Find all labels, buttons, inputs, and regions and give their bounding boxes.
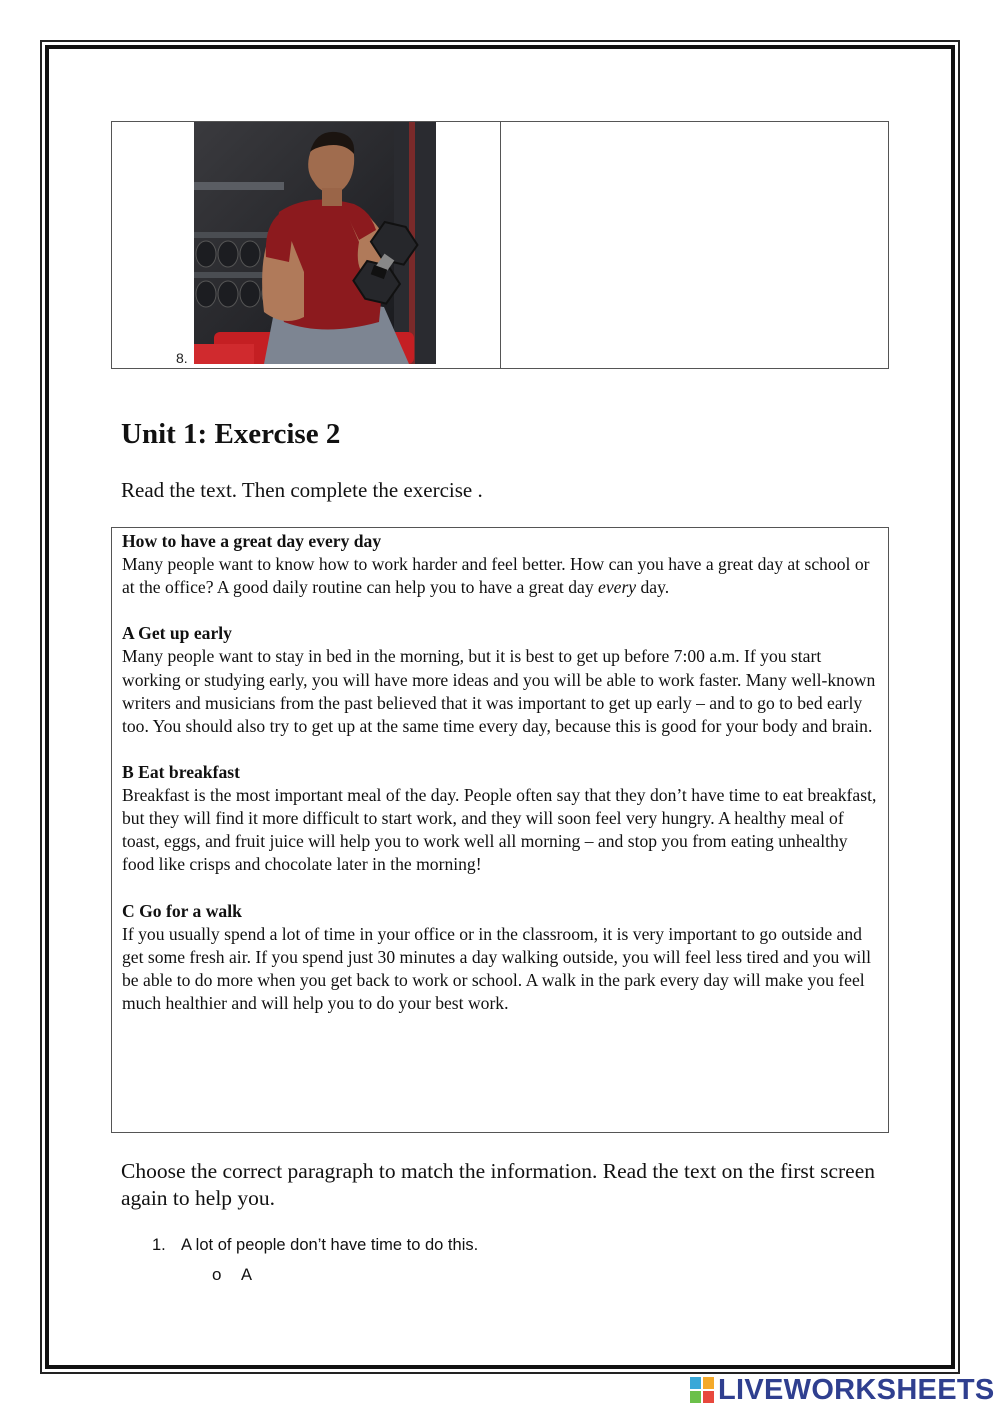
question-text: A lot of people don’t have time to do this. xyxy=(181,1236,479,1254)
question-number: 1. xyxy=(152,1236,166,1254)
radio-circle-icon[interactable]: o xyxy=(212,1265,222,1284)
reading-intro-end: day. xyxy=(636,577,670,598)
section-a-heading: A Get up early xyxy=(122,623,232,644)
reading-title: How to have a great day every day xyxy=(122,531,382,551)
reading-intro-text: Many people want to know how to work harder and feel better. How can you have a great day at school or at the office? A good daily routine can help you to have a great day xyxy=(122,554,870,598)
question-1 xyxy=(152,1236,478,1255)
image-cell xyxy=(112,122,501,368)
answer-option-a[interactable] xyxy=(212,1265,252,1285)
item-number: 8. xyxy=(176,350,188,366)
section-c-body: If you usually spend a lot of time in your office or in the classroom, it is very important to go outside and get some fresh air. If you spend just 30 minutes a day walking outside, you will feel less tired and you will be able to do more when you get back to work or school. A walk in the park every day will make you feel much healthier and will help you to do your best work. xyxy=(122,923,872,1013)
instructions: Read the text. Then complete the exercise . xyxy=(121,478,483,502)
image-table xyxy=(111,121,889,369)
reading-text-box xyxy=(111,527,889,1133)
exercise-instructions: Choose the correct paragraph to match the information. Read the text on the first screen again to help you. xyxy=(121,1159,876,1210)
section-a-body: Many people want to stay in bed in the morning, but it is best to get up before 7:00 a.m. If you start working or studying early, you will have more ideas and you will be able to work faster. Many well-known writers and musicians from the past believed that it was important to get up early – and to go to bed early too. You should also try to get up at the same time every day, because this is good for your body and brain. xyxy=(122,646,876,736)
answer-option-label[interactable]: A xyxy=(241,1265,253,1284)
empty-answer-cell xyxy=(501,122,888,368)
section-c-heading: C Go for a walk xyxy=(122,900,242,921)
logo-text: LIVEWORKSHEETS xyxy=(718,1373,995,1406)
logo-icon xyxy=(690,1377,714,1403)
liveworksheets-logo xyxy=(690,1374,995,1406)
reading-intro xyxy=(122,553,878,599)
section-b-body: Breakfast is the most important meal of the day. People often say that they don’t have time to eat breakfast, but they will find it more difficult to start work, and they will soon feel very hungry. A healthy meal of toast, eggs, and fruit juice will help you to work well all morning – and stop you from eating unhealthy food like crisps and chocolate later in the morning! xyxy=(122,785,877,875)
section-b-heading: B Eat breakfast xyxy=(122,761,240,782)
photo-man-lifting-dumbbell xyxy=(194,122,436,364)
page-title: Unit 1: Exercise 2 xyxy=(121,418,341,450)
reading-intro-emphasis: every xyxy=(598,577,637,598)
